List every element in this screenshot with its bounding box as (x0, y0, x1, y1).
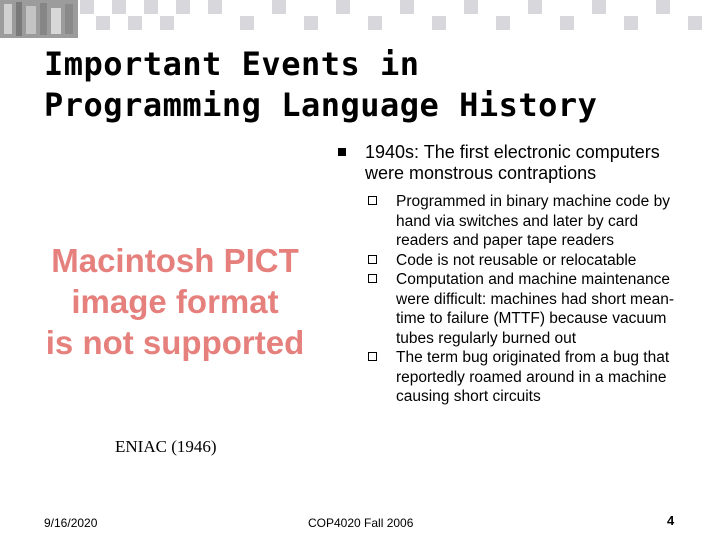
hollow-square-bullet-icon (368, 196, 377, 205)
placeholder-line-1: Macintosh PICT (51, 242, 299, 279)
sub-bullet-list (338, 192, 688, 407)
title-line-1: Important Events in (44, 45, 420, 83)
placeholder-line-3: is not supported (45, 324, 305, 361)
sub-bullet-item (368, 270, 688, 348)
sub-bullet-text: The term bug originated from a bug that reportedly roamed around in a machine causing short circuits (396, 349, 670, 405)
sub-bullet-text: Code is not reusable or relocatable (396, 251, 637, 269)
image-caption: ENIAC (1946) (115, 437, 217, 456)
sub-bullet-text: Computation and machine maintenance were difficult: machines had short mean-time to failure (MTTF) because vacuum tubes regularly burned out (396, 271, 674, 347)
filled-square-bullet-icon (338, 148, 346, 156)
main-bullet (338, 142, 688, 184)
image-placeholder (30, 240, 320, 363)
sub-bullet-item (368, 192, 688, 251)
hollow-square-bullet-icon (368, 352, 377, 361)
header-decoration (0, 0, 720, 40)
page-number: 4 (667, 513, 675, 528)
sub-bullet-item (368, 348, 688, 407)
sub-bullet-item (368, 251, 688, 271)
footer-course: COP4020 Fall 2006 (308, 516, 414, 530)
title-line-2: Programming Language History (44, 86, 598, 124)
hollow-square-bullet-icon (368, 255, 377, 264)
square-pattern (80, 0, 702, 30)
sub-bullet-text: Programmed in binary machine code by hand via switches and later by card readers and paper tape readers (396, 193, 670, 249)
main-bullet-text: 1940s: The first electronic computers were monstrous contraptions (365, 142, 660, 183)
bullet-content (338, 142, 688, 407)
building-photo-strip (0, 0, 78, 38)
slide-title (44, 44, 704, 126)
footer-date: 9/16/2020 (44, 516, 98, 530)
placeholder-line-2: image format (71, 283, 279, 320)
hollow-square-bullet-icon (368, 274, 377, 283)
